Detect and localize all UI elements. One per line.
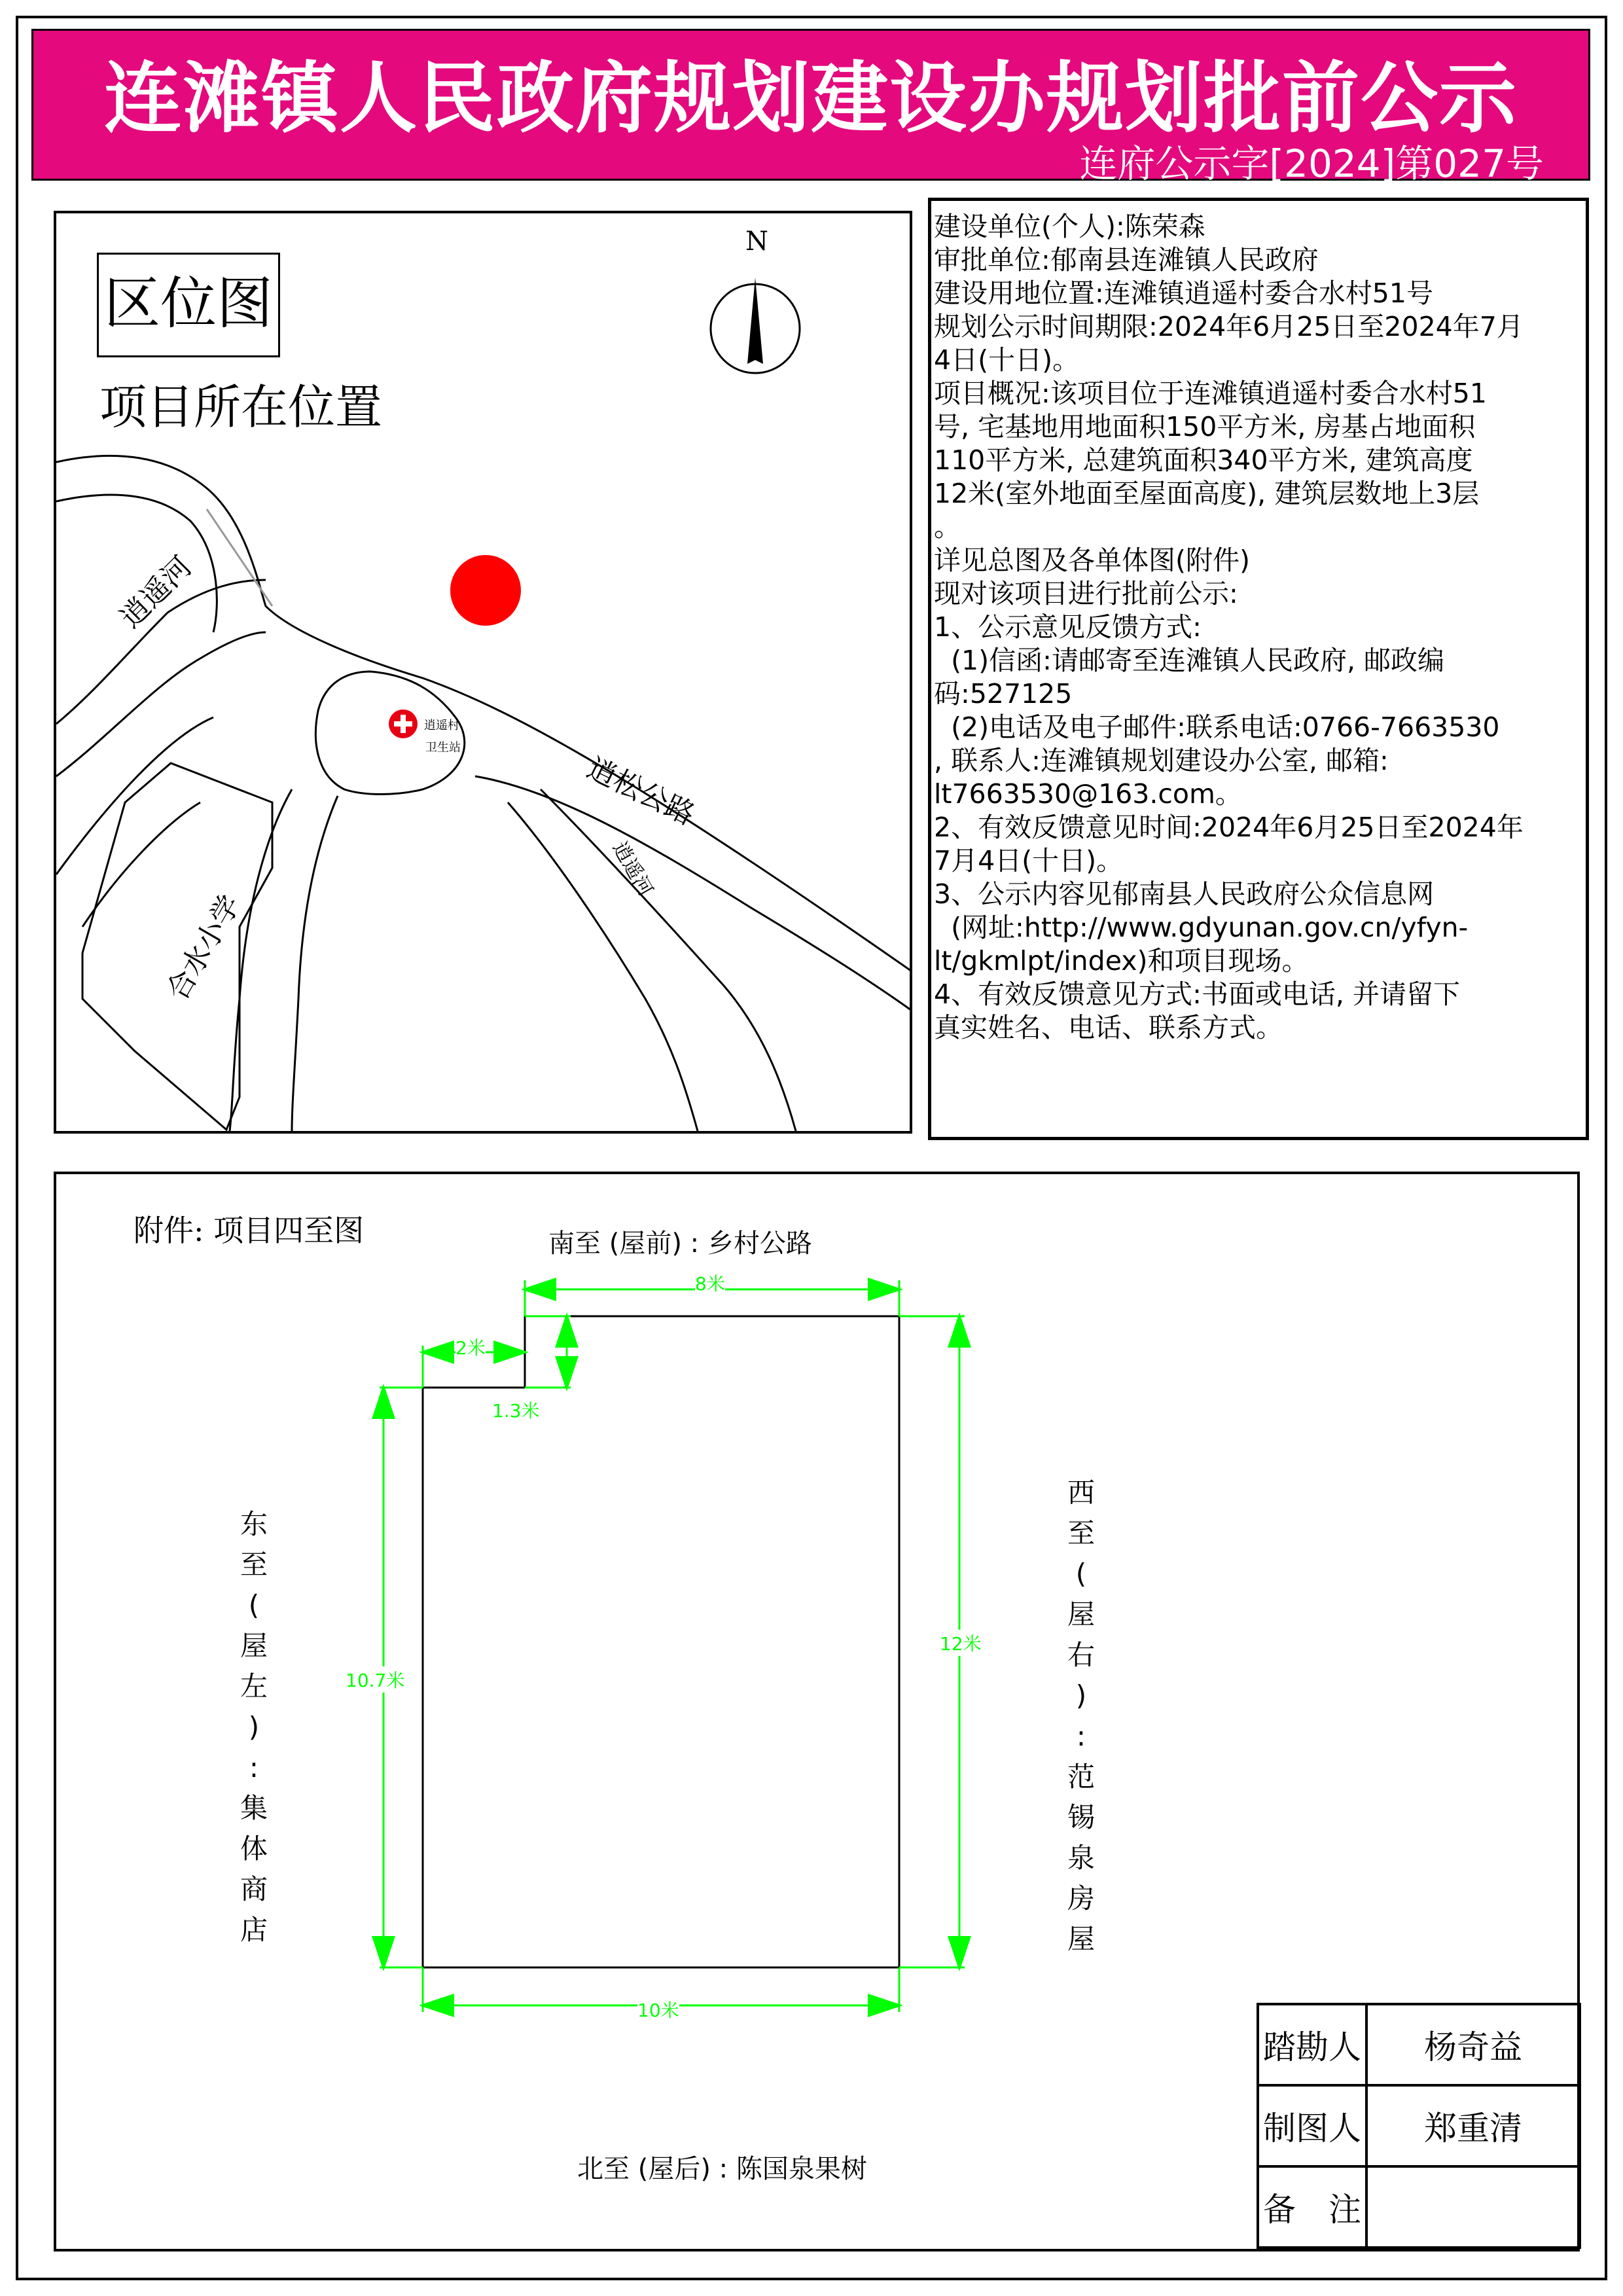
info-line: 12米(室外地面至屋面高度), 建筑层数地上3层: [934, 478, 1480, 509]
clinic-label-line-2: 卫生站: [425, 741, 461, 755]
map-title: 区位图: [104, 271, 273, 336]
drafter-value: 郑重清: [1366, 2085, 1580, 2166]
school-label: 合水小学: [160, 889, 247, 1006]
dimension-notch-width-label: 2米: [455, 1334, 486, 1360]
east-boundary-label: 东 至 ( 屋 左 ) : 集 体 商 店: [240, 1508, 268, 1946]
info-line: 项目概况:该项目位于连滩镇逍遥村委合水村51: [934, 378, 1487, 409]
map-title-box: [97, 253, 280, 357]
dimension-left-label: 10.7米: [346, 1666, 404, 1693]
west-boundary-label: 西 至 ( 屋 右 ) : 范 锡 泉 房 屋: [1067, 1477, 1095, 1955]
info-line: (1)信函:请邮寄至连滩镇人民政府, 邮政编: [934, 645, 1445, 676]
signoff-table: [1257, 2003, 1581, 2249]
header-banner: [31, 29, 1590, 186]
info-line: 。: [934, 511, 961, 543]
road-label: 逍松公路: [581, 751, 700, 832]
remarks-label: 备 注: [1258, 2166, 1366, 2248]
remarks-value: [1366, 2166, 1580, 2248]
info-line: (2)电话及电子邮件:联系电话:0766-7663530: [934, 711, 1500, 743]
info-line: 规划公示时间期限:2024年6月25日至2024年7月: [934, 311, 1524, 342]
north-boundary-label: 北至 (屋后) : 陈国泉果树: [577, 2154, 867, 2184]
info-line: 建设单位(个人):陈荣森: [934, 211, 1205, 242]
project-location-marker: [450, 555, 521, 626]
signoff-row: [1258, 2085, 1580, 2166]
location-map: [54, 211, 912, 1134]
dimension-bottom-label: 10米: [637, 1996, 679, 2022]
info-line: lt/gkmlpt/index)和项目现场。: [934, 945, 1309, 977]
document-number: 连府公示字[2024]第027号: [1079, 141, 1544, 186]
info-line: 1、公示意见反馈方式:: [934, 611, 1202, 643]
dimension-right-label: 12米: [940, 1630, 982, 1656]
north-label: N: [745, 226, 768, 257]
dimension-notch-depth-label: 1.3米: [492, 1400, 540, 1422]
info-line: 2、有效反馈意见时间:2024年6月25日至2024年: [934, 812, 1524, 843]
south-boundary-label: 南至 (屋前) : 乡村公路: [548, 1229, 812, 1259]
site-plan-title: 附件: 项目四至图: [134, 1213, 365, 1248]
info-line: 建设用地位置:连滩镇逍遥村委合水村51号: [934, 278, 1433, 309]
info-line: 110平方米, 总建筑面积340平方米, 建筑高度: [934, 444, 1473, 476]
info-line: 号, 宅基地用地面积150平方米, 房基占地面积: [934, 411, 1476, 442]
info-line: 4日(十日)。: [934, 344, 1080, 376]
info-line: 真实姓名、电话、联系方式。: [934, 1012, 1283, 1043]
surveyor-label: 踏勘人: [1258, 2004, 1366, 2085]
river-label-1: 逍遥河: [113, 550, 199, 635]
clinic-cross-icon: [389, 709, 418, 738]
info-line: 4、有效反馈意见方式:书面或电话, 并请留下: [934, 978, 1460, 1010]
dimension-top-label: 8米: [695, 1270, 725, 1296]
info-line: 详见总图及各单体图(附件): [934, 545, 1250, 576]
info-line: (网址:http://www.gdyunan.gov.cn/yfyn-: [934, 912, 1469, 943]
notice-info-panel: [928, 198, 1589, 1140]
north-arrow-icon: [747, 278, 763, 364]
info-line: 7月4日(十日)。: [934, 845, 1124, 876]
surveyor-value: 杨奇益: [1366, 2004, 1580, 2085]
notice-info-text: [934, 210, 1586, 1045]
info-line: , 联系人:连滩镇规划建设办公室, 邮箱:: [934, 745, 1389, 776]
info-line: 现对该项目进行批前公示:: [934, 578, 1238, 609]
info-line: lt7663530@163.com。: [934, 778, 1242, 810]
signoff-row: [1258, 2166, 1580, 2248]
info-line: 审批单位:郁南县连滩镇人民政府: [934, 244, 1319, 276]
clinic-label-line-1: 逍遥村: [424, 719, 459, 732]
page-title: 连滩镇人民政府规划建设办规划批前公示: [103, 53, 1518, 143]
river-label-2: 逍遥河: [607, 838, 658, 901]
info-line: 码:527125: [934, 678, 1073, 709]
info-line: 3、公示内容见郁南县人民政府公众信息网: [934, 878, 1435, 910]
project-location-label: 项目所在位置: [99, 380, 383, 435]
drafter-label: 制图人: [1258, 2085, 1366, 2166]
signoff-row: [1258, 2004, 1580, 2085]
